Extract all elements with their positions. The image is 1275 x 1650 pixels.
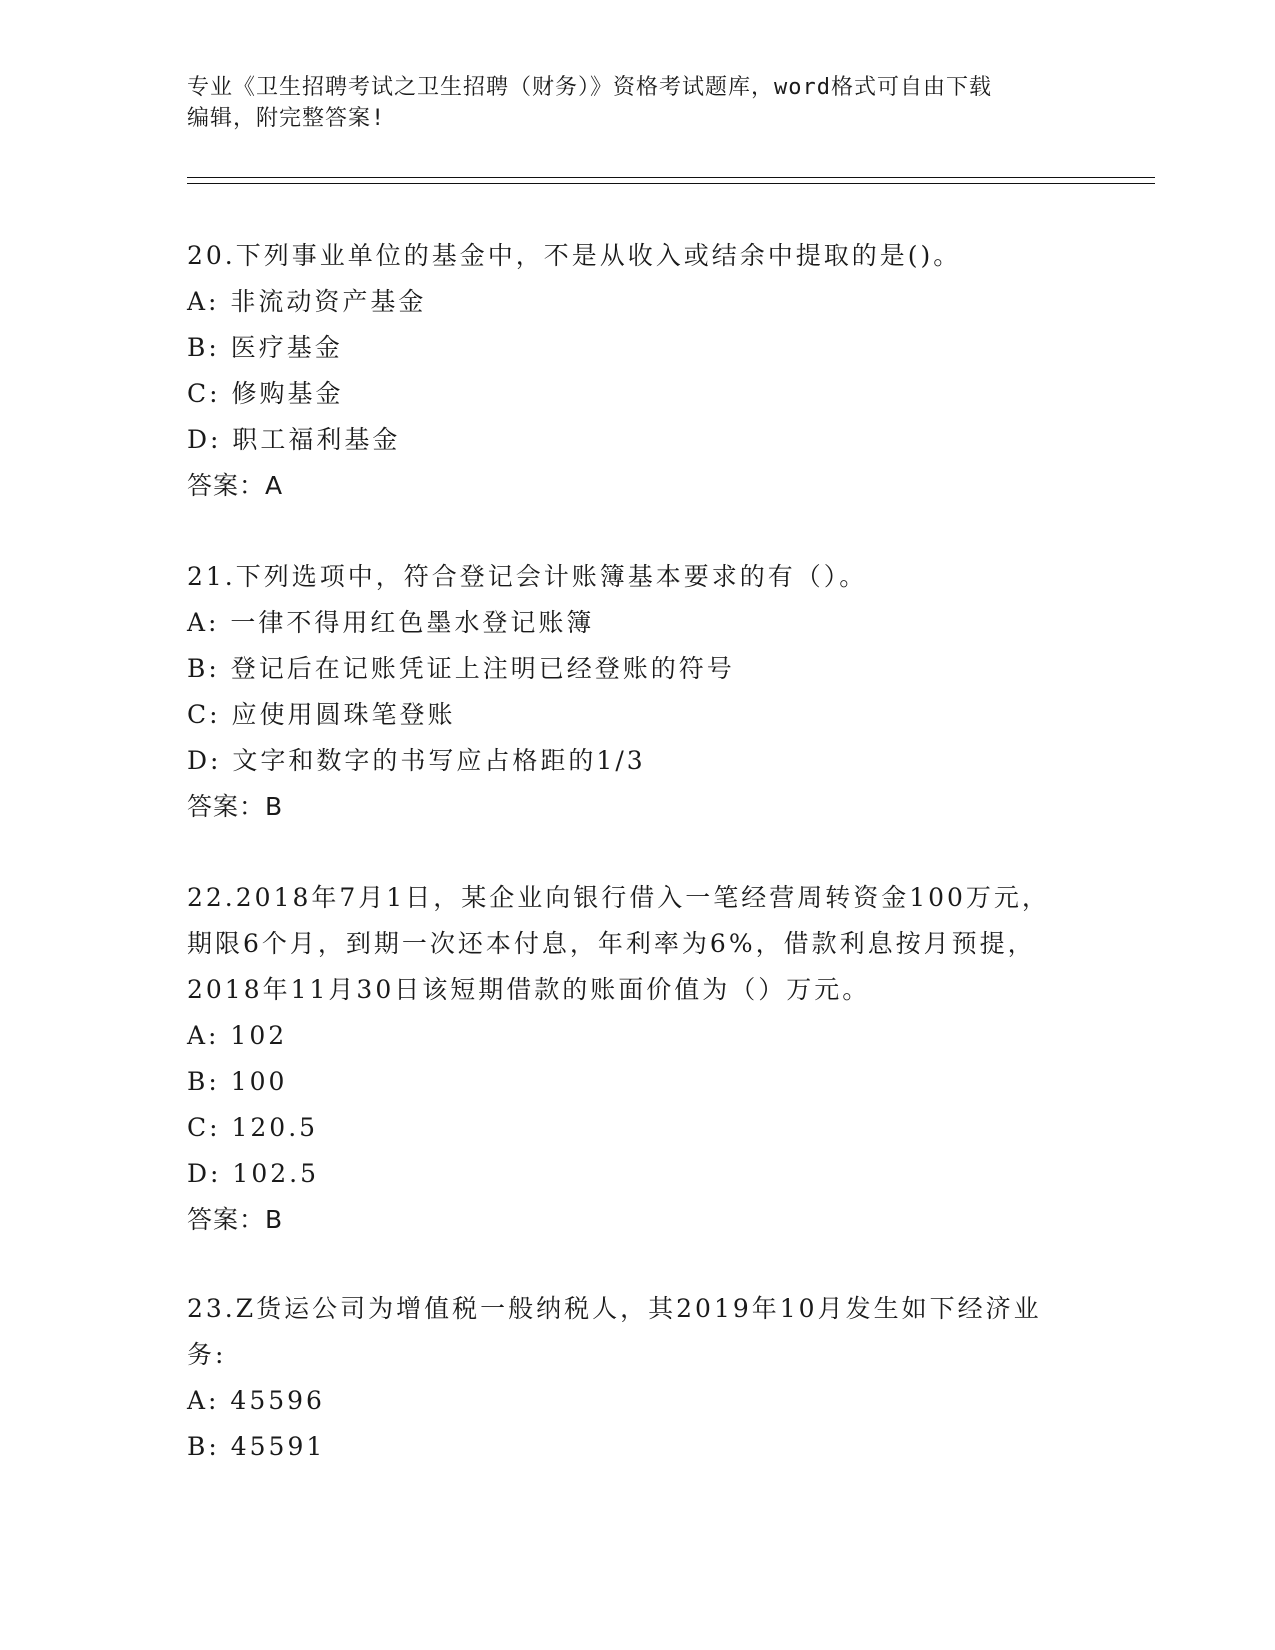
header-line: 编辑，附完整答案! bbox=[187, 106, 386, 131]
question-block bbox=[187, 233, 1087, 509]
answer-line: 答案：B bbox=[187, 792, 284, 821]
option-b: B: 登记后在记账凭证上注明已经登账的符号 bbox=[187, 654, 735, 683]
option-c: C: 应使用圆珠笔登账 bbox=[187, 700, 456, 729]
option-a: A: 一律不得用红色墨水登记账簿 bbox=[187, 608, 595, 637]
option-c: C: 修购基金 bbox=[187, 379, 344, 408]
option-b: B: 医疗基金 bbox=[187, 333, 343, 362]
question-stem: 23.Z货运公司为增值税一般纳税人，其2019年10月发生如下经济业 bbox=[187, 1294, 1042, 1323]
header-line: 专业《卫生招聘考试之卫生招聘（财务）》资格考试题库，word格式可自由下载 bbox=[187, 75, 992, 100]
question-block bbox=[187, 875, 1087, 1243]
question-block bbox=[187, 1286, 1087, 1470]
question-stem: 期限6个月，到期一次还本付息，年利率为6%，借款利息按月预提， bbox=[187, 929, 1036, 958]
option-b: B: 45591 bbox=[187, 1432, 326, 1461]
document-header bbox=[187, 72, 1087, 134]
option-d: D: 文字和数字的书写应占格距的1/3 bbox=[187, 746, 646, 775]
option-d: D: 职工福利基金 bbox=[187, 425, 401, 454]
header-divider bbox=[187, 177, 1155, 178]
question-stem: 2018年11月30日该短期借款的账面价值为（）万元。 bbox=[187, 975, 871, 1004]
header-divider bbox=[187, 183, 1155, 184]
answer-line: 答案：A bbox=[187, 471, 284, 500]
question-stem: 22.2018年7月1日，某企业向银行借入一笔经营周转资金100万元， bbox=[187, 883, 1050, 912]
question-stem: 20.下列事业单位的基金中，不是从收入或结余中提取的是()。 bbox=[187, 241, 962, 270]
question-stem: 21.下列选项中，符合登记会计账簿基本要求的有（）。 bbox=[187, 562, 868, 591]
option-a: A: 非流动资产基金 bbox=[187, 287, 427, 316]
option-d: D: 102.5 bbox=[187, 1159, 319, 1188]
question-block bbox=[187, 554, 1087, 830]
option-a: A: 102 bbox=[187, 1021, 288, 1050]
option-c: C: 120.5 bbox=[187, 1113, 319, 1142]
option-b: B: 100 bbox=[187, 1067, 288, 1096]
question-stem: 务: bbox=[187, 1340, 227, 1369]
answer-line: 答案：B bbox=[187, 1205, 284, 1234]
option-a: A: 45596 bbox=[187, 1386, 325, 1415]
